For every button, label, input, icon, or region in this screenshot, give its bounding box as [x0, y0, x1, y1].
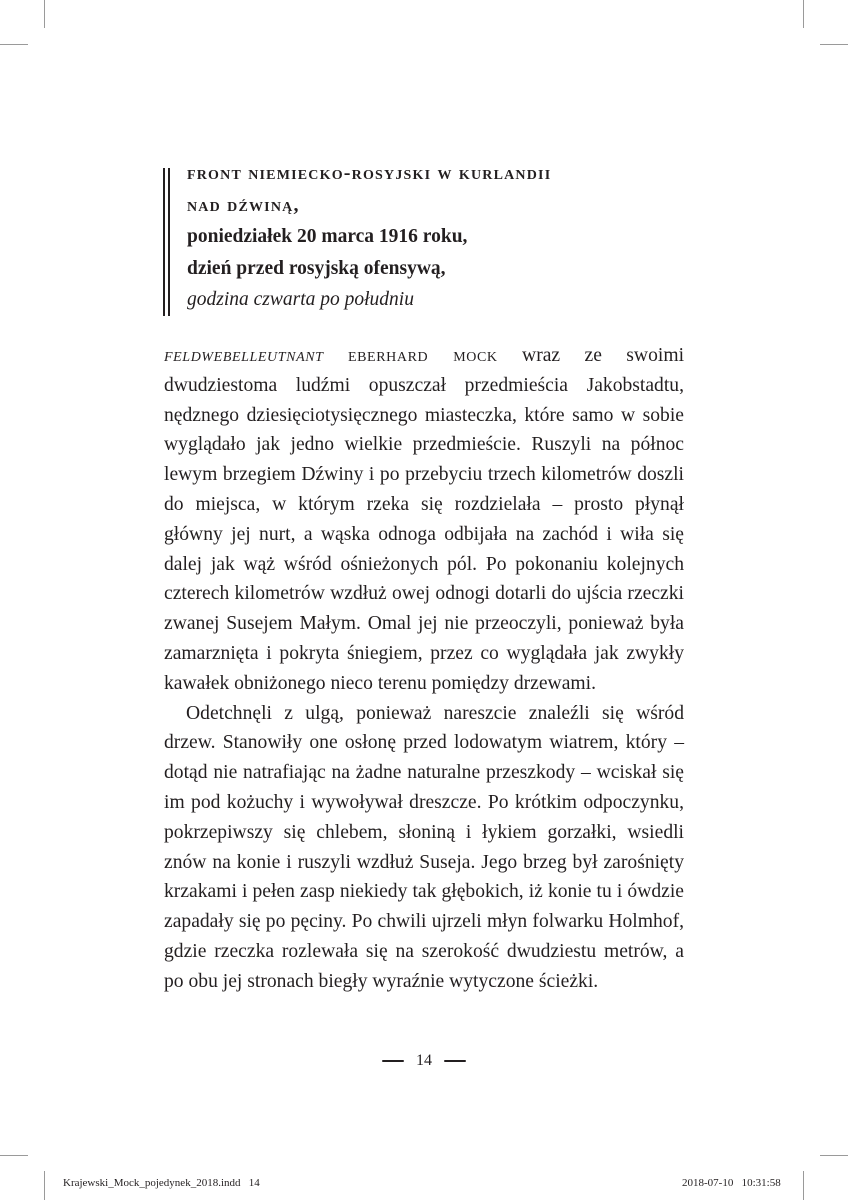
crop-mark-top-left-horizontal	[0, 44, 28, 45]
heading-location-line-1: front niemiecko-rosyjski w kurlandii	[187, 162, 552, 184]
crop-mark-bottom-right-vertical	[803, 1171, 804, 1200]
heading-time-line: godzina czwarta po południu	[187, 289, 414, 310]
crop-mark-bottom-right-horizontal	[820, 1155, 848, 1156]
folio-dash-right	[444, 1060, 466, 1062]
crop-mark-bottom-left-vertical	[44, 1171, 45, 1200]
chapter-heading	[163, 158, 707, 316]
heading-location-line-2: nad dźwiną,	[187, 193, 300, 216]
crop-mark-top-right-vertical	[803, 0, 804, 28]
crop-mark-bottom-left-horizontal	[0, 1155, 28, 1156]
paragraph-1	[164, 341, 684, 699]
crop-mark-top-left-vertical	[44, 0, 45, 28]
body-text	[164, 341, 684, 997]
slug-file-name: Krajewski_Mock_pojedynek_2018.indd 14	[63, 1177, 260, 1189]
heading-context-line: dzień przed rosyjską ofensywą,	[187, 257, 446, 279]
paragraph-2: Odetchnęli z ulgą, ponieważ nareszcie znaleźli się wśród drzew. Stanowiły one osłonę przed lodowatym wiatrem, który – dotąd nie natrafiając na żadne naturalne przeszkody – wciskał się im pod kożuchy i wywoływał dreszcze. Po krótkim odpoczynku, pokrzepiwszy się chlebem, słoniną i łykiem gorzałki, wsiedli znów na konie i ruszyli wzdłuż Suseja. Jego brzeg był zarośnięty krzakami i pełen zasp niekiedy tak głębokich, iż konie tu i ówdzie zapadały się po pęciny. Po chwili ujrzeli młyn folwarku Holmhof, gdzie rzeczka rozlewała się na szerokość dwudziestu metrów, a po obu jej stronach biegły wyraźnie wytyczone ścieżki.	[164, 702, 684, 992]
paragraph-1-text: wraz ze swoimi dwudziestoma ludźmi opuszczał przedmieścia Jakobstadtu, nędznego dziesięciotysięcznego miasteczka, które samo w sobie wyglądało jak jedno wielkie przedmieście. Ruszyli na północ lewym brzegiem Dźwiny i po przebyciu trzech kilometrów doszli do miejsca, w którym rzeka się rozdzielała – prosto płynął główny jej nurt, a wąska odnoga odbijała na zachód i wiła się dalej jak wąż wśród ośnieżonych pól. Po pokonaniu kolejnych czterech kilometrów wzdłuż owej odnogi dotarli do ujścia rzeczki zwanej Susejem Małym. Omal jej nie przeoczyli, ponieważ była zamarznięta i pokryta śniegiem, przez co wyglądała jak zwykły kawałek obniżonego nieco terenu pomiędzy drzewami.	[164, 345, 685, 694]
heading-date-line: poniedziałek 20 marca 1916 roku,	[187, 226, 468, 247]
slug-timestamp: 2018-07-10 10:31:58	[682, 1177, 781, 1189]
crop-mark-top-right-horizontal	[820, 44, 848, 45]
page-folio	[0, 1051, 848, 1071]
heading-double-rule-left	[163, 168, 165, 316]
page-number: 14	[416, 1052, 432, 1069]
heading-double-rule-right	[168, 168, 170, 316]
lead-name: eberhard mock	[347, 345, 498, 366]
lead-rank: feldwebelleutnant	[164, 345, 324, 366]
folio-dash-left	[382, 1060, 404, 1062]
